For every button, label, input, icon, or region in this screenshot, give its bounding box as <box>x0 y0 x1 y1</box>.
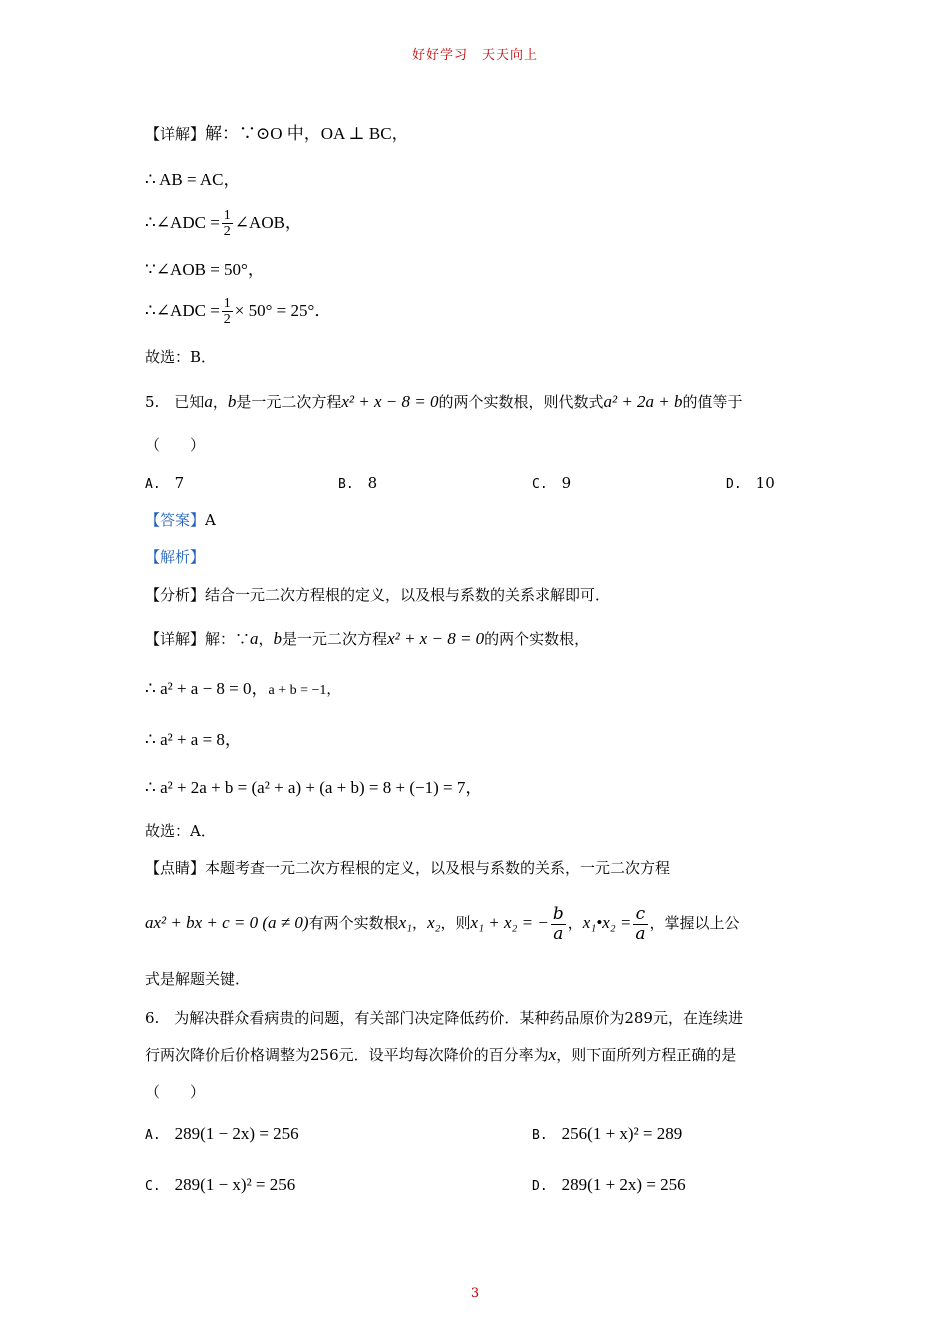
detail-a: a <box>250 629 259 648</box>
q5-option-b <box>338 474 377 492</box>
q5-option-b-letter: B. <box>338 477 354 492</box>
q4-detail-line-3 <box>145 208 302 240</box>
detail-tag: 【详解】 <box>145 630 206 648</box>
q6-stem-x: x <box>548 1045 557 1064</box>
q6-stem-post: ，则下面所列方程正确的是 <box>556 1046 737 1064</box>
q4-l3-den: 2 <box>223 224 231 240</box>
q5-stem-a: a <box>204 392 213 411</box>
q5-stem-3: 是一元二次方程 <box>236 393 342 411</box>
comment-prod: x₁•x₂ = <box>582 913 632 933</box>
q4-l5-fraction <box>222 296 233 328</box>
detail-tag: 【详解】 <box>145 125 206 143</box>
q4-detail-line-1 <box>145 124 409 144</box>
q5-comment-line-2 <box>145 905 740 943</box>
q5-detail-line-1 <box>145 629 589 649</box>
comment-sum-fraction <box>551 905 566 943</box>
q4-l5-den: 2 <box>223 312 231 328</box>
detail-eq: x² + x − 8 = 0 <box>387 629 485 648</box>
comment-sep: ， <box>412 914 428 933</box>
comment-sum-num: b <box>552 904 564 924</box>
q6-stem-line-2 <box>145 1045 736 1065</box>
q5-choice: 故选：A． <box>145 822 216 840</box>
comment-mid: 有两个实数根 <box>308 914 399 933</box>
q4-detail-line-5 <box>145 296 331 328</box>
comment-x2: x₂ <box>427 913 441 933</box>
q5-option-c <box>532 474 571 492</box>
q5-option-d <box>726 474 775 492</box>
q4-detail-line-2: ∴ AB = AC， <box>145 170 241 189</box>
q6-paren: （ ） <box>145 1083 206 1101</box>
q4-choice: 故选：B． <box>145 348 217 366</box>
q5-analysis <box>145 586 610 604</box>
q5-option-c-text: 9 <box>561 474 572 492</box>
q5-detail-line-4: ∴ a² + 2a + b = (a² + a) + (a + b) = 8 + (−1) = 7， <box>145 778 483 797</box>
q5-comment-line-3: 式是解题关键． <box>145 970 251 988</box>
q6-stem-pre: 行两次降价后价格调整为256元．设平均每次降价的百分率为 <box>145 1046 549 1064</box>
q5-paren: （ ） <box>145 436 206 454</box>
q5-stem-2: ， <box>212 393 228 411</box>
q6-option-a <box>145 1124 299 1144</box>
q6-stem-line-1: 6. 为解决群众看病贵的问题，有关部门决定降低药价．某种药品原价为289元，在连续进 <box>145 1009 743 1027</box>
answer-value: A <box>205 511 216 529</box>
q5-stem-eq: x² + x − 8 = 0 <box>341 392 439 411</box>
comment-prod-fraction <box>633 905 647 943</box>
q6-option-a-text: 289(1 − 2x) = 256 <box>174 1124 299 1143</box>
q5-answer <box>145 511 216 529</box>
q4-l5-num: 1 <box>223 296 231 311</box>
q5-option-c-letter: C. <box>532 477 548 492</box>
comment-tail: ，掌握以上公 <box>649 914 740 933</box>
q4-l3-pre: ∴∠ADC = <box>145 212 220 232</box>
detail-mid: ， <box>258 630 274 648</box>
q5-option-a <box>145 474 184 492</box>
detail-b: b <box>273 629 283 648</box>
q6-option-c <box>145 1175 295 1195</box>
detail-l2b: a + b = −1， <box>268 683 341 698</box>
comment-prod-num: c <box>633 905 647 925</box>
page-header: 好好学习 天天向上 <box>411 48 538 63</box>
detail-pre: 解：∵ <box>205 630 251 648</box>
page-number: 3 <box>470 1286 480 1301</box>
analysis-tag: 【分析】 <box>145 586 206 604</box>
q5-detail-line-3: ∴ a² + a = 8， <box>145 730 242 749</box>
q5-stem <box>145 392 743 412</box>
comment-x1: x₁ <box>398 913 413 933</box>
q4-detail-line-4: ∵∠AOB = 50°， <box>145 260 265 279</box>
comment-eq: ax² + bx + c = 0 (a ≠ 0) <box>145 913 309 933</box>
q5-stem-1: 5. 已知 <box>145 393 205 411</box>
comment-then: ，则 <box>440 914 471 933</box>
q6-option-b <box>532 1124 682 1144</box>
q5-stem-b: b <box>227 392 237 411</box>
q6-option-b-letter: B. <box>532 1128 548 1143</box>
q6-option-d-text: 289(1 + 2x) = 256 <box>561 1175 686 1194</box>
q5-detail-line-2 <box>145 679 340 700</box>
q4-l3-post: ∠AOB， <box>234 212 302 232</box>
q5-stem-expr: a² + 2a + b <box>603 392 683 411</box>
q6-option-d-letter: D. <box>532 1179 548 1194</box>
comment-tag: 【点睛】 <box>145 859 206 877</box>
q5-option-a-letter: A. <box>145 477 161 492</box>
q5-option-d-text: 10 <box>755 474 775 492</box>
q6-option-a-letter: A. <box>145 1128 161 1143</box>
q4-l5-post: × 50° = 25°． <box>234 300 332 320</box>
q4-detail-text: 解：∵⊙O 中，OA ⊥ BC， <box>205 124 409 143</box>
q5-option-a-text: 7 <box>174 474 185 492</box>
q4-l5-pre: ∴∠ADC = <box>145 300 220 320</box>
answer-tag: 【答案】 <box>145 511 206 529</box>
q6-option-c-letter: C. <box>145 1179 161 1194</box>
detail-l2: ∴ a² + a − 8 = 0， <box>145 679 269 698</box>
comment-comma: ， <box>567 914 583 933</box>
comment-text: 本题考查一元二次方程根的定义，以及根与系数的关系，一元二次方程 <box>205 859 671 877</box>
q6-option-c-text: 289(1 − x)² = 256 <box>174 1175 296 1194</box>
comment-sum-den: a <box>553 923 564 944</box>
q5-option-b-text: 8 <box>367 474 378 492</box>
q4-l3-num: 1 <box>223 208 231 223</box>
detail-post: 的两个实数根， <box>484 630 590 648</box>
q6-option-b-text: 256(1 + x)² = 289 <box>561 1124 683 1143</box>
q5-option-d-letter: D. <box>726 477 742 492</box>
q5-comment-line-1 <box>145 859 670 877</box>
q5-stem-5: 的值等于 <box>682 393 743 411</box>
analysis-text: 结合一元二次方程根的定义，以及根与系数的关系求解即可． <box>205 586 611 604</box>
jiexi-tag: 【解析】 <box>145 548 206 566</box>
comment-prod-den: a <box>635 923 646 944</box>
q5-stem-4: 的两个实数根，则代数式 <box>438 393 604 411</box>
detail-text: 是一元二次方程 <box>282 630 388 648</box>
q6-option-d <box>532 1175 686 1195</box>
q4-l3-fraction <box>222 208 233 240</box>
comment-sum: x₁ + x₂ = − <box>470 913 549 933</box>
